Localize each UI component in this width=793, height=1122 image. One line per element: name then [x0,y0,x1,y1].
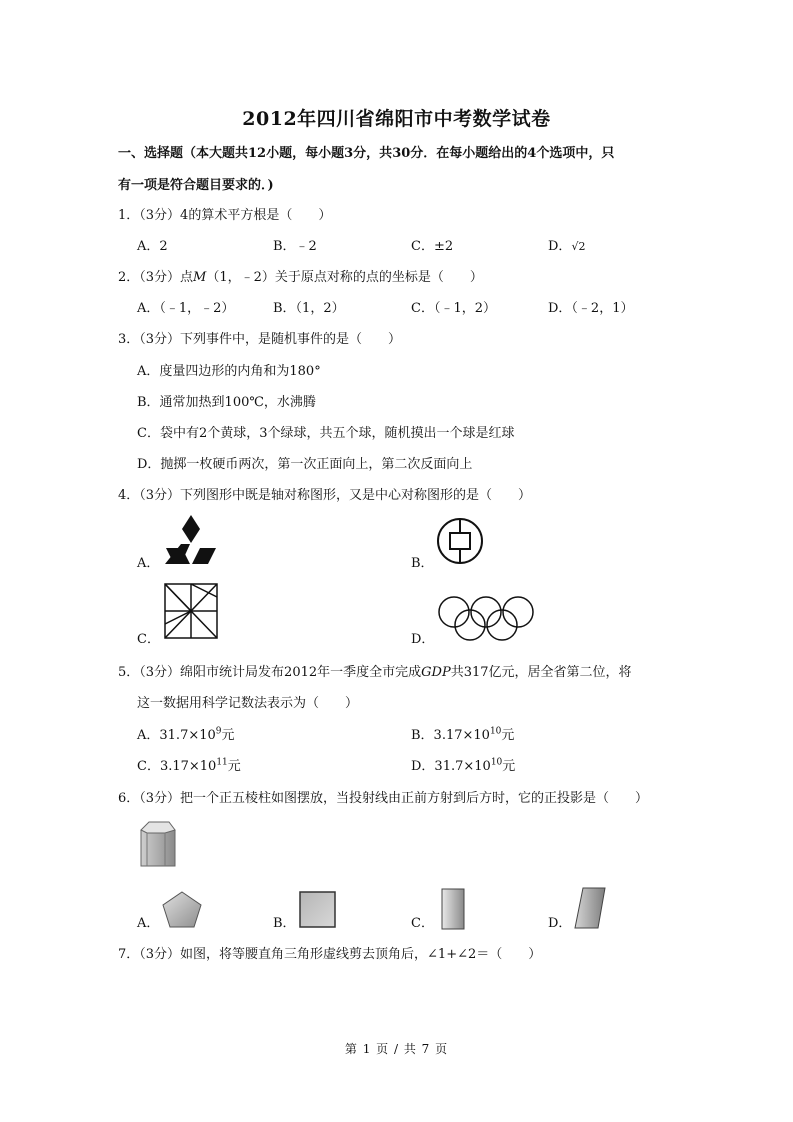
q2-stem [118,268,483,288]
q5-option-a [137,726,235,746]
q5-option-c-exp: 11 [216,757,228,768]
mitsubishi-figure-icon [164,514,218,566]
olympic-rings-figure-icon [436,596,536,642]
q1-option-c: C．±2 [411,239,454,254]
pentagon-shadow-icon [160,890,204,930]
narrow-rectangle-shadow-icon [440,887,466,931]
q2-option-c: C．（﹣1，2） [411,301,496,316]
q5-option-c [137,757,241,777]
q5-option-b [411,726,514,746]
section-heading-text: 小题，每小题 [266,146,345,161]
q1-option-a: A．2 [137,239,168,254]
q5-option-b-base: B．3.17×10 [411,728,490,743]
q5-stem-post: 共317亿元，居全省第二位，将 [450,665,632,680]
q5-option-a-unit: 元 [221,728,235,743]
q5-option-c-unit: 元 [227,759,241,774]
q4-option-d: D． [411,632,435,647]
q1-option-b: B．﹣2 [273,239,317,254]
section-points-total: 30 [392,146,411,161]
q6-option-a: A． [137,916,160,931]
page-footer: 第 1 页 / 共 7 页 [344,1042,449,1056]
q5-option-d-unit: 元 [502,759,516,774]
q3-option-b: B．通常加热到100℃，水沸腾 [137,395,316,410]
q1-option-d-label: D． [548,239,572,254]
q1-option-d-math: √2 [571,240,586,253]
section-heading-line-2: 有一项是符合题目要求的．) [118,178,274,193]
q4-stem: 4．（3分）下列图形中既是轴对称图形，又是中心对称图形的是（ ） [118,488,532,503]
section-option-count: 4 [527,146,537,161]
section-points-each: 3 [344,146,354,161]
q4-option-a: A． [137,556,160,571]
q5-option-d-base: D．31.7×10 [411,759,491,774]
q5-option-d [411,757,515,777]
q5-option-b-exp: 10 [489,726,502,737]
q5-option-a-base: A．31.7×10 [137,728,216,743]
q4-option-b: B． [411,556,434,571]
q1-option-d [548,237,585,257]
circle-square-figure-icon [436,516,484,566]
q3-stem: 3．（3分）下列事件中，是随机事件的是（ ） [118,332,402,347]
q2-point-m: M [193,270,207,285]
q3-option-c: C．袋中有2个黄球，3个绿球，共五个球，随机摸出一个球是红球 [137,426,515,441]
q4-option-c: C． [137,632,160,647]
q3-option-d: D．抛掷一枚硬币两次，第一次正面向上，第二次反面向上 [137,457,473,472]
q5-stem-line-1 [118,663,632,683]
square-shadow-icon [298,890,338,930]
pentagonal-prism-figure-icon [137,818,179,870]
q2-option-a: A．（﹣1，﹣2） [137,301,235,316]
q7-stem: 7．（3分）如图，将等腰直角三角形虚线剪去顶角后，∠1+∠2＝（ ） [118,947,542,962]
section-heading-text: 一、选择题（本大题共 [118,146,249,161]
section-question-count: 12 [248,146,267,161]
q5-stem-line-2: 这一数据用科学记数法表示为（ ） [137,696,359,711]
q2-option-b: B．（1，2） [273,301,345,316]
q6-option-b: B． [273,916,296,931]
q2-stem-pre: 2．（3分）点 [118,270,194,285]
pinwheel-figure-icon [163,582,219,640]
q6-option-d: D． [548,916,572,931]
q5-stem-pre: 5．（3分）绵阳市统计局发布2012年一季度全市完成 [118,665,422,680]
q5-option-d-exp: 10 [490,757,503,768]
q6-option-c: C． [411,916,434,931]
parallelogram-shadow-icon [573,886,607,930]
section-heading-line-1 [118,144,614,164]
q5-option-b-unit: 元 [501,728,515,743]
section-heading-text: 分，共 [353,146,393,161]
q5-gdp: GDP [421,665,451,680]
q5-option-c-base: C．3.17×10 [137,759,217,774]
q3-option-a: A．度量四边形的内角和为180° [137,364,321,379]
q2-option-d: D．（﹣2，1） [548,301,634,316]
q5-option-a-exp: 9 [215,726,222,737]
q2-stem-post: （1，﹣2）关于原点对称的点的坐标是（ ） [206,270,483,285]
section-heading-text: 个选项中，只 [536,146,615,161]
page-title: 2012年四川省绵阳市中考数学试卷 [242,108,551,130]
q1-stem: 1．（3分）4的算术平方根是（ ） [118,208,332,223]
q6-stem: 6．（3分）把一个正五棱柱如图摆放，当投射线由正前方射到后方时，它的正投影是（ ） [118,791,649,806]
section-heading-text: 分．在每小题给出的 [410,146,528,161]
